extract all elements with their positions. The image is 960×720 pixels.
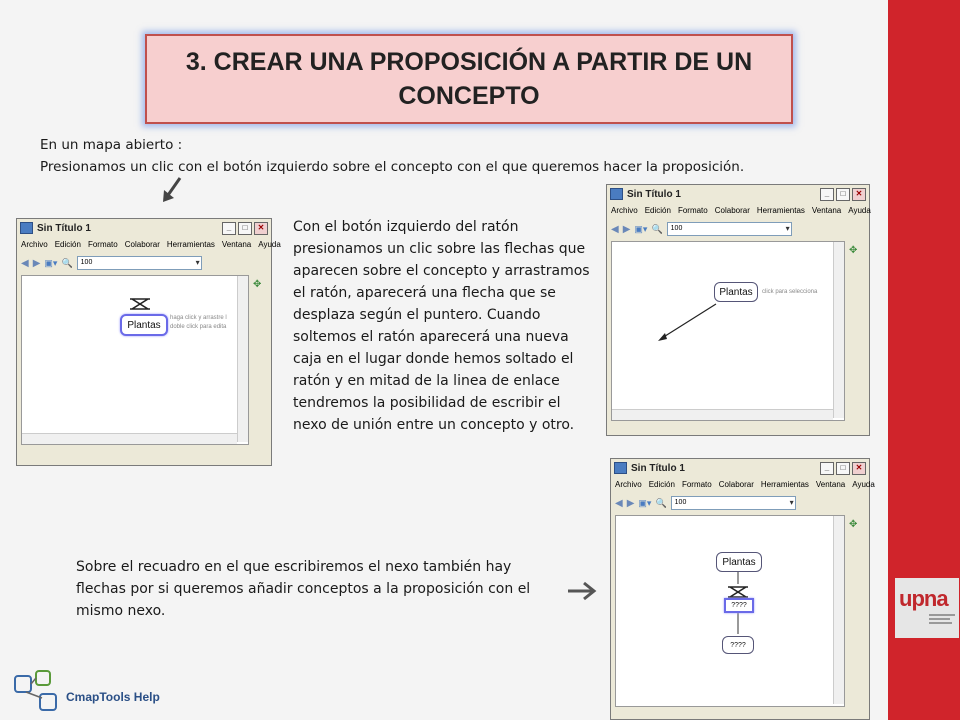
cmaptools-logo-text: CmapTools Help bbox=[66, 690, 160, 704]
concept-node-plantas[interactable]: Plantas bbox=[714, 282, 758, 302]
explanation-paragraph-1: Con el botón izquierdo del ratón presionamos un clic sobre las flechas que aparecen sobre el concepto y arrastramos el ratón, aparecerá una flecha que se desplaza según el puntero. Cuando soltemos el ratón aparecerá una nueva caja en el lugar donde hemos soltado el ratón y en mitad de la linea de enlace tendremos la posibilidad de escribir el nexo de unión entre un concepto y otro. bbox=[293, 219, 590, 433]
close-button[interactable]: ✕ bbox=[254, 222, 268, 235]
upna-logo-subtext bbox=[929, 614, 955, 628]
menu-herramientas[interactable]: Herramientas bbox=[760, 480, 809, 489]
menu-ventana[interactable]: Ventana bbox=[815, 480, 846, 489]
pan-icon[interactable]: ✥ bbox=[849, 245, 858, 256]
window-title: Sin Título 1 bbox=[631, 462, 685, 474]
back-arrow-icon[interactable]: ◀ bbox=[615, 497, 623, 509]
pointer-arrow-icon bbox=[160, 176, 184, 211]
hint-text bbox=[170, 314, 227, 332]
toolbar bbox=[607, 218, 869, 240]
hint-line-1: haga click y arrastre l bbox=[170, 315, 227, 321]
menu-archivo[interactable]: Archivo bbox=[611, 206, 638, 215]
window-title: Sin Título 1 bbox=[627, 188, 681, 200]
menu-herramientas[interactable]: Herramientas bbox=[756, 206, 805, 215]
menu-herramientas[interactable]: Herramientas bbox=[166, 240, 215, 249]
horizontal-scrollbar[interactable] bbox=[22, 433, 237, 444]
cmap-window-3 bbox=[610, 458, 875, 720]
right-arrow-icon bbox=[566, 580, 598, 606]
vertical-scrollbar[interactable] bbox=[833, 242, 844, 418]
maximize-button[interactable]: □ bbox=[238, 222, 252, 235]
menu-bar bbox=[607, 203, 869, 218]
zoom-select[interactable]: 100 ▾ bbox=[77, 256, 202, 270]
menu-ayuda[interactable]: Ayuda bbox=[852, 480, 875, 489]
vertical-scrollbar[interactable] bbox=[833, 516, 844, 704]
menu-formato[interactable]: Formato bbox=[87, 240, 118, 249]
app-icon bbox=[610, 188, 623, 200]
concept-node-plantas[interactable]: Plantas bbox=[120, 314, 168, 336]
window-title-bar bbox=[17, 219, 271, 237]
map-canvas[interactable] bbox=[611, 241, 845, 421]
views-icon[interactable]: ▣▾ bbox=[44, 257, 58, 268]
toolbar bbox=[17, 252, 271, 274]
zoom-icon[interactable]: 🔍 bbox=[61, 257, 73, 268]
zoom-icon[interactable]: 🔍 bbox=[651, 223, 663, 234]
cmaptools-logo-icon bbox=[12, 668, 68, 714]
menu-colaborar[interactable]: Colaborar bbox=[714, 206, 750, 215]
menu-edicion[interactable]: Edición bbox=[54, 240, 81, 249]
minimize-button[interactable]: _ bbox=[820, 462, 834, 475]
intro-line-1: En un mapa abierto : bbox=[40, 137, 183, 153]
pan-icon[interactable]: ✥ bbox=[849, 519, 858, 530]
maximize-button[interactable]: □ bbox=[836, 188, 850, 201]
horizontal-scrollbar[interactable] bbox=[612, 409, 833, 420]
toolbar bbox=[611, 492, 869, 514]
menu-ventana[interactable]: Ventana bbox=[811, 206, 842, 215]
close-button[interactable]: ✕ bbox=[852, 188, 866, 201]
forward-arrow-icon[interactable]: ▶ bbox=[626, 497, 635, 509]
hint-line-2: doble click para edita bbox=[170, 324, 227, 330]
cmaptools-help-logo bbox=[12, 668, 172, 716]
app-icon bbox=[614, 462, 627, 474]
menu-formato[interactable]: Formato bbox=[681, 480, 712, 489]
menu-bar bbox=[611, 477, 875, 492]
close-button[interactable]: ✕ bbox=[852, 462, 866, 475]
upna-logo-text: upna bbox=[899, 586, 948, 611]
minimize-button[interactable]: _ bbox=[222, 222, 236, 235]
menu-ayuda[interactable]: Ayuda bbox=[848, 206, 871, 215]
menu-colaborar[interactable]: Colaborar bbox=[124, 240, 160, 249]
zoom-select[interactable]: 100 ▾ bbox=[671, 496, 796, 510]
views-icon[interactable]: ▣▾ bbox=[634, 223, 648, 234]
drag-arrows-icon[interactable] bbox=[727, 586, 749, 598]
vertical-scrollbar[interactable] bbox=[237, 276, 248, 442]
app-icon bbox=[20, 222, 33, 234]
cmap-window-2 bbox=[606, 184, 870, 436]
menu-edicion[interactable]: Edición bbox=[648, 480, 675, 489]
zoom-icon[interactable]: 🔍 bbox=[655, 497, 667, 508]
window-title-bar bbox=[607, 185, 869, 203]
views-icon[interactable]: ▣▾ bbox=[638, 497, 652, 508]
menu-colaborar[interactable]: Colaborar bbox=[718, 480, 754, 489]
drag-link-arrow bbox=[612, 242, 844, 420]
menu-bar bbox=[17, 237, 281, 252]
back-arrow-icon[interactable]: ◀ bbox=[611, 223, 619, 235]
window-title-bar bbox=[611, 459, 869, 477]
intro-line-2: Presionamos un clic con el botón izquierdo sobre el concepto con el que queremos hacer la proposición. bbox=[40, 159, 745, 175]
menu-edicion[interactable]: Edición bbox=[644, 206, 671, 215]
minimize-button[interactable]: _ bbox=[820, 188, 834, 201]
hint-text: click para selecciona bbox=[762, 289, 818, 295]
intro-text bbox=[40, 134, 860, 178]
link-phrase-node[interactable]: ???? bbox=[724, 598, 754, 613]
concept-node-new[interactable]: ???? bbox=[722, 636, 754, 654]
map-canvas[interactable] bbox=[21, 275, 249, 445]
forward-arrow-icon[interactable]: ▶ bbox=[32, 257, 41, 269]
cmap-window-1 bbox=[16, 218, 281, 466]
menu-formato[interactable]: Formato bbox=[677, 206, 708, 215]
drag-arrows-icon[interactable] bbox=[129, 298, 151, 310]
concept-node-plantas[interactable]: Plantas bbox=[716, 552, 762, 572]
back-arrow-icon[interactable]: ◀ bbox=[21, 257, 29, 269]
window-title: Sin Título 1 bbox=[37, 222, 91, 234]
pan-icon[interactable]: ✥ bbox=[253, 279, 262, 290]
menu-ventana[interactable]: Ventana bbox=[221, 240, 252, 249]
upna-logo bbox=[895, 578, 959, 638]
slide-title-box bbox=[145, 34, 793, 124]
slide-title: 3. CREAR UNA PROPOSICIÓN A PARTIR DE UN CONCEPTO bbox=[185, 48, 753, 110]
forward-arrow-icon[interactable]: ▶ bbox=[622, 223, 631, 235]
menu-archivo[interactable]: Archivo bbox=[615, 480, 642, 489]
menu-ayuda[interactable]: Ayuda bbox=[258, 240, 281, 249]
menu-archivo[interactable]: Archivo bbox=[21, 240, 48, 249]
explanation-paragraph-2: Sobre el recuadro en el que escribiremos el nexo también hay flechas por si queremos añadir conceptos a la proposición con el mismo nexo. bbox=[76, 559, 531, 619]
zoom-select[interactable]: 100 ▾ bbox=[667, 222, 792, 236]
map-canvas[interactable] bbox=[615, 515, 845, 707]
maximize-button[interactable]: □ bbox=[836, 462, 850, 475]
